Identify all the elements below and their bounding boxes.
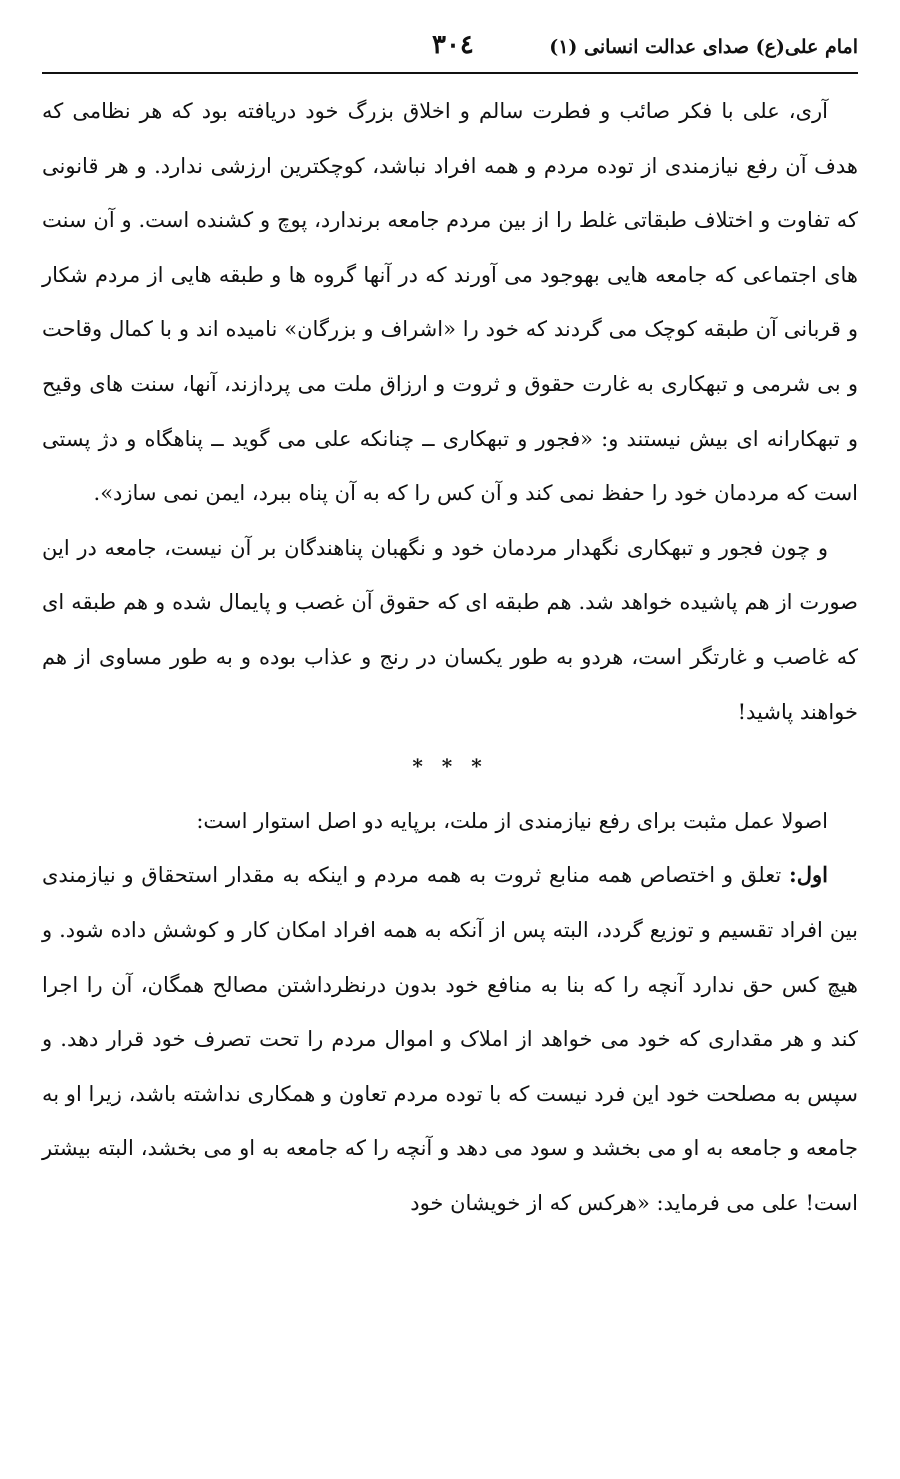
paragraph-text: تعلق و اختصاص همه منابع ثروت به همه مردم و اینکه به مقدار استحقاق و نیازمندی بین افراد تقسیم و توزیع گردد، البته پس از آنکه به همه افراد امکان کار و کوشش داده شود. و هیچ کس حق ندارد آنچه را که بنا به منافع خود بدون درنظرداشتن مصالح همگان، آن را اجرا کند و هر مقداری که خود می خواهد از املاک و اموال مردم را تحت تصرف خود قرار دهد. و سپس به مصلحت خود این فرد نیست که با توده مردم تعاون و همکاری نداشته باشد، زیرا او به جامعه و جامعه به او می بخشد و سود می دهد و آنچه را که جامعه به او می بخشد، البته بیشتر است! علی می فرماید: «هرکس که از خویشان خود <box>42 863 858 1215</box>
paragraph: اصولا عمل مثبت برای رفع نیازمندی از ملت، برپایه دو اصل استوار است: <box>196 808 828 833</box>
page-header <box>42 28 858 72</box>
paragraph: آری، علی با فکر صائب و فطرت سالم و اخلاق بزرگ خود دریافته بود که هر نظامی که هدف آن رفع نیازمندی از توده مردم و همه افراد نباشد، کوچکترین ارزشی ندارد. و هر قانونی که تفاوت و اختلاف طبقاتی غلط را از بین مردم جامعه برندارد، پوچ و کشنده است. و آن سنت های اجتماعی که جامعه هایی بهوجود می آورند که در آنها گروه ها و طبقه هایی از مردم شکار و قربانی آن طبقه کوچک می گردند که خود را «اشراف و بزرگان» نامیده اند و با کمال وقاحت و بی شرمی و تبهکاری به غارت حقوق و ثروت و ارزاق ملت می پردازند، آنها، سنت های وقیح و تبهکارانه ای بیش نیستند و: «فجور و تبهکاری ــ چنانکه علی می گوید ــ پناهگاه و دژ پستی است که مردمان خود را حفظ نمی کند و آن کس را که به آن پناه ببرد، ایمن نمی سازد». <box>42 99 858 506</box>
running-title: امام علی(ع) صدای عدالت انسانی (۱) <box>549 36 858 58</box>
section-separator: * * * <box>412 754 488 779</box>
paragraph: و چون فجور و تبهکاری نگهدار مردمان خود و نگهبان پناهندگان بر آن نیست، جامعه در این صورت از هم پاشیده خواهد شد. هم طبقه ای که حقوق آن غصب و پایمال شده و هم طبقه ای که غاصب و غارتگر است، هردو به طور یکسان در رنج و عذاب بوده و به طور مساوی از هم خواهند پاشید! <box>42 535 858 724</box>
paragraph <box>42 848 858 1230</box>
paragraph-lead: اول: <box>789 862 828 888</box>
page-number: ۳۰٤ <box>432 30 474 60</box>
header-divider <box>42 72 858 74</box>
body-text <box>42 84 858 1230</box>
